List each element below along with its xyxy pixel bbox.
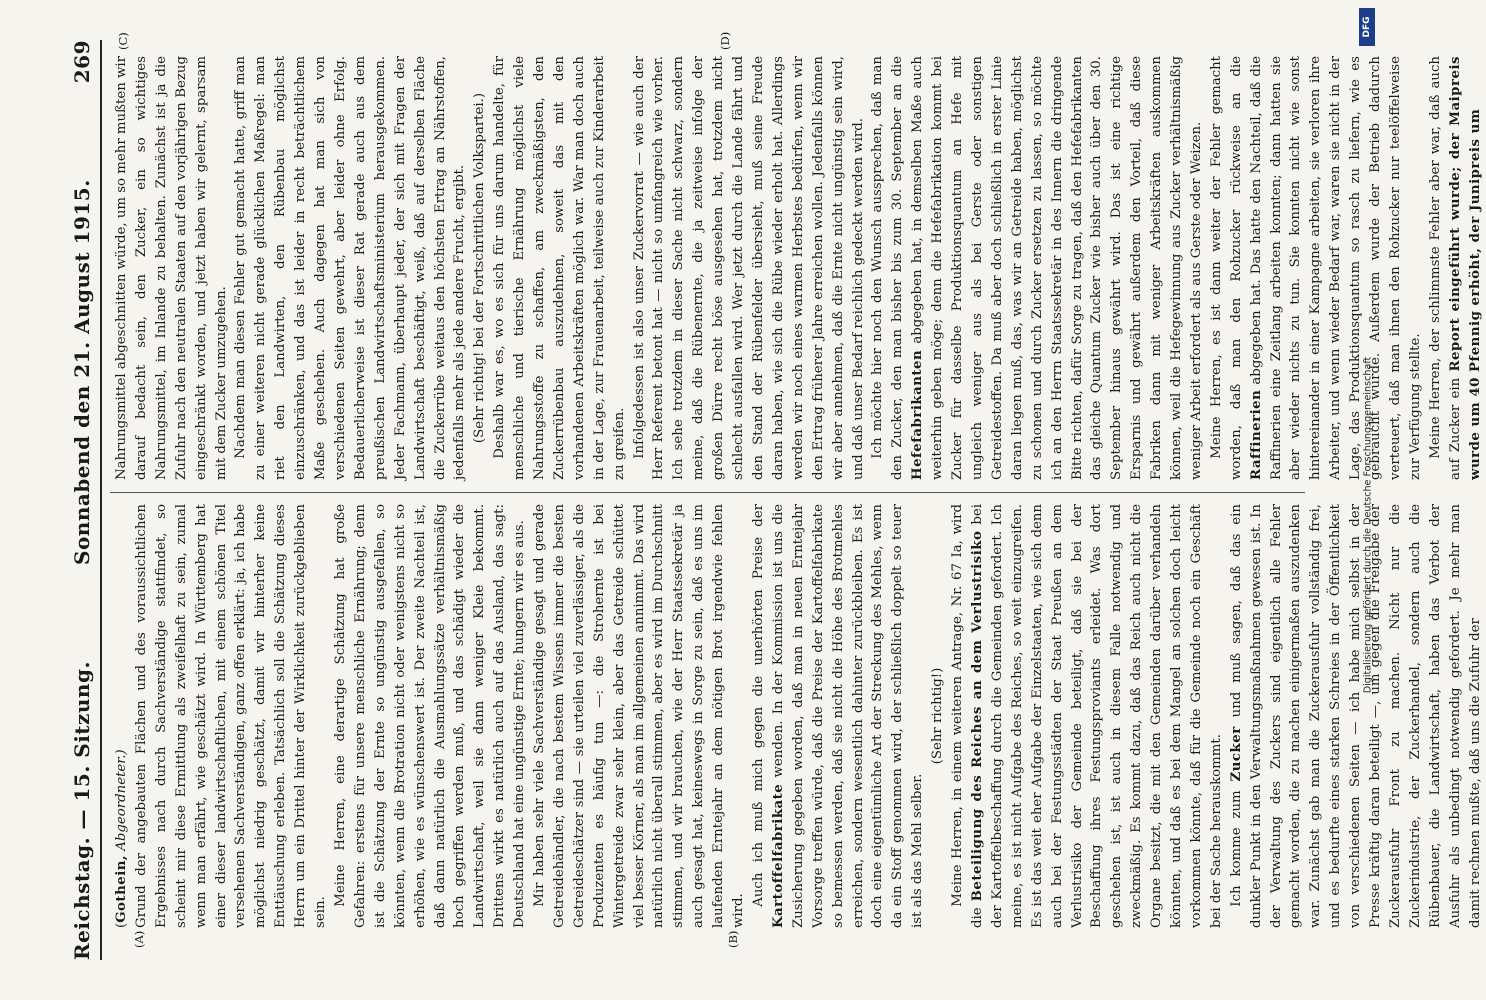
paragraph (1207, 56, 1426, 480)
bold-term: Raffinerien (1248, 389, 1264, 480)
text-run: wenden. In der Kommission ist uns die Zusicherung gegeben worden, daß man in neuen Erntejahr Vorsorge treffen würde, daß die Preise der Kartoffelfabrikate so bemessen werden, daß sie nicht die Höhe des Brotmehles erreichen, sondern wesentlich dahinter zurückbleiben. Es ist doch eine eigentümliche Art der Streckung des Mehles, wenn da ein Stoff genommen wird, der schließlich doppelt so teuer ist als das Mehl selber. (770, 504, 926, 928)
paragraph: Grund der angebauten Flächen und des voraussichtlichen Ergebnisses nach durch Sachverständige stattfindet, so scheint mir diese Ermittlung als zweifelhaft zu sein, zumal wenn man erfährt, wie geschätzt wird. In Württemberg hat einer dieser landwirtschaftlichen, mit einem schönen Titel versehenen Sachverständigen, ganz offen erklärt: ja, ich habe möglichst niedrig geschätzt, damit wir hinterher keine Enttäuschung erleben. Tatsächlich soll die Schätzung dieses Herrn um ein Drittel hinter der Wirklichkeit zurückgeblieben sein. (133, 504, 329, 928)
text-run: Auch ich muß mich gegen die unerhörten Preise der (751, 504, 766, 907)
speaker-name: Gothein, (114, 854, 129, 923)
margin-marker-c: (C) (116, 32, 130, 50)
text-run: abgegeben hat, in demselben Maße auch weiterhin geben möge; denn die Hefefabrikation kommt bei Zucker für dasselbe Produktionsquantum an Hefe mit ungleich weniger aus als bei Gerste oder sonstigen Getreidestoffen. Da muß aber doch schließlich in erster Linie daran liegen muß, das, was wir an Getreide haben, möglichst zu schonen und durch Zucker ersetzen zu lassen, so möchte ich an den Herrn Staatssekretär in des Innern die dringende Bitte richten, dafür Sorge zu tragen, daß den Hefefabrikanten das gleiche Quantum Zucker wie bisher auch über den 30. September hinaus gewährt wird. Das ist eine richtige Ersparnis und gewährt außerdem den Vorteil, daß diese Fabriken dann mit weniger Arbeitskräften auskommen können, weil die Hefegewinnung aus Zucker verhältnismäßig weniger Arbeit erfordert als aus Gerste oder Weizen. (910, 56, 1204, 480)
text-run: eingeführt wurde; der Maipreis wurde um 40 Pfennig erhöht, der Junipreis um (1447, 56, 1483, 480)
bold-term: Beteiligung des Reiches an dem Verlustrisiko (969, 530, 985, 902)
right-column (112, 55, 1483, 480)
paragraph (749, 504, 928, 928)
paragraph: Deshalb war es, wo es sich für uns darum handelte, für menschliche und tierische Ernährung möglichst viele Nahrungsstoffe zu schaffen, am zweckmäßigsten, den Zuckerrübenbau auszudehnen, soweit das mit den vorhandenen Arbeitskräften möglich war. War man doch auch in der Lage, zur Frauenarbeit, teilweise auch zur Kinderarbeit zu greifen. (492, 56, 627, 480)
text-run: Ich komme zum (1228, 790, 1244, 907)
page-header (60, 40, 94, 960)
paragraph: Nachdem man diesen Fehler gut gemacht hatte, griff man zu einer weiteren nicht gerade glücklichen Maßregel: man riet den Landwirten, den Rübenbau möglichst einzuschränken, und das ist leider in recht beträchtlichem Maße geschehen. Auch dagegen hat man sich von verschiedenen Seiten gewehrt, aber leider ohne Erfolg. Bedauerlicherweise ist dieser Rat gerade auch aus dem preußischen Landwirtschaftsministerium herausgekommen. Jeder Fachmann, überhaupt jeder, der sich mit Fragen der Landwirtschaft beschäftigt, weiß, daß auf derselben Fläche die Zuckerrübe weitaus den höchsten Ertrag an Nährstoffen, jedenfalls mehr als jede andere Frucht, ergibt. (233, 56, 468, 480)
bold-term: Kartoffelfabrikate (770, 783, 786, 928)
header-rule (100, 40, 102, 960)
margin-marker-a: (A) (132, 930, 146, 948)
speaker-role: Abgeordneter.) (114, 749, 129, 851)
text-run: Meine Herren, in einem weiteren Antrage, Nr. 67 Ia, wird die (950, 504, 985, 928)
bold-term: Report (1447, 317, 1463, 372)
paragraph (868, 56, 1206, 480)
text-run: Meine Herren, der schlimmste Fehler aber war, daß auch auf Zucker ein (1427, 56, 1463, 480)
bold-term: Hefefabrikanten (910, 349, 926, 480)
text-run: bei der Kartoffelbeschaffung durch die Gemeinden gefordert. Ich meine, es ist nicht Aufgabe des Reiches, so weit einzugreifen. Es ist das weit eher Aufgabe der Einzelstaaten, wie sich denn auch bei der Festungsstädten der Staat Preußen an dem Verlustrisiko der Gemeinde beteiligt, daß sie bei der Beschaffung ihres Festungsproviants erleidet. Was dort geschehen ist, ist auch in diesem Falle notwendig und zweckmäßig. Es kommt dazu, daß das Reich auch nicht die Organe besitzt, die mit den Gemeinden darüber verhandeln könnten, und daß es bei dem Mangel an solchen doch leicht vorkommen könnte, daß für die Gemeinde noch ein Geschäft bei der Sache herauskommt. (969, 504, 1224, 928)
dfg-logo (1359, 8, 1375, 46)
text-run: abgegeben hat. Das hatte den Nachteil, daß die Raffinerien eine Zeitlang arbeiten konnten; dann hatten sie aber wieder nichts zu tun. Sie konnten nicht wie sonst hintereinander in einer Kampagne arbeiten, sie verloren ihre Arbeiter, und wenn wieder Bedarf war, waren sie nicht in der Lage, das Produktionsquantum so rasch zu liefern, wie es gebraucht wurde. Außerdem wurde der Betrieb dadurch verteuert, daß man ihnen den Rohzucker nur teelöffelweise zur Verfügung stellte. (1248, 55, 1423, 480)
paragraph (1426, 56, 1486, 480)
digitization-note: Digitalisierung gefördert durch die Deutsche Forschungsgemeinschaft (1362, 356, 1374, 694)
paragraph (1227, 504, 1486, 928)
header-left: Reichstag. — 15. Sitzung. (70, 661, 94, 960)
interjection: (Sehr richtig!) (930, 667, 946, 765)
column-divider (110, 492, 1305, 493)
speaker-line: (Gothein, Abgeordneter.) (114, 749, 129, 928)
text-run: Meine Herren, es ist dann weiter der Fehler gemacht worden, daß man den Rohzucker rückweise an die (1208, 56, 1244, 480)
interjection: (Sehr richtig! bei der Fortschrittlichen Volkspartei.) (472, 92, 488, 444)
text-run: und muß sagen, daß das ein dunkler Punkt in den Verwaltungsmaßnahmen gewesen ist. In der Verwaltung des Zuckers sind eigentlich alle Fehler gemacht worden, die zu machen einigermaßen auszudenken war. Zunächst gab man die Zuckerausfuhr vollständig frei, und es bedurfte eines starken Schreies in der Öffentlichkeit von verschiedenen Seiten — ich habe mich selbst in der Presse kräftig daran beteiligt —, um gegen die Freigabe der Zuckerausfuhr Front zu machen. Nicht nur die Zuckerindustrie, der Zuckerhandel, sondern auch die Rübenbauer, die Landwirtschaft, haben das Verbot der Ausfuhr als unbedingt notwendig gefordert. Je mehr man damit rechnen mußte, daß uns die Zufuhr der (1228, 504, 1483, 928)
paragraph: Infolgedessen ist also unser Zuckervorrat — wie auch der Herr Referent betont hat — nicht so umfangreich wie vorher. Ich sehe trotzdem in dieser Sache nicht schwarz, sondern meine, daß die Rübenernte, die ja zeitweise infolge der großen Dürre recht böse ausgesehen hat, trotzdem nicht schlecht ausfallen wird. Wer jetzt durch die Lande fährt und den Stand der Rübenfelder übersieht, muß seine Freude daran haben, wie sich die Rübe wieder erholt hat. Allerdings werden wir noch eines warmen Herbstes bedürfen, wenn wir den Ertrag früherer Jahre erreichen wollen. Jedenfalls können wir aber annehmen, daß die Ernte nicht ungünstig sein wird, und daß unser Bedarf reichlich gedeckt werden wird. (631, 56, 866, 480)
paragraph: Nahrungsmittel abgeschnitten würde, um so mehr mußten wir darauf bedacht sein, den Zucker, ein so wichtiges Nahrungsmittel, im Inlande zu behalten. Zunächst ist ja die Zufuhr nach den neutralen Staaten auf den vorjährigen Bezug eingeschränkt worden, und jetzt haben wir gelernt, sparsam mit dem Zucker umzugehen. (114, 56, 229, 480)
text-run: Ich möchte hier noch den Wunsch aussprechen, daß man den Zucker, den man bisher bis zum 30. September an die (870, 56, 906, 480)
paragraph (948, 504, 1227, 928)
page-number: 269 (70, 40, 94, 84)
margin-marker-d: (D) (718, 31, 732, 50)
bold-term: Zucker (1228, 726, 1244, 782)
header-date: Sonnabend den 21. August 1915. (70, 179, 94, 565)
paragraph: Mir haben sehr viele Sachverständige gesagt und gerade Getreidehändler, die nach bestem Wissens immer die besten Getreideschätzer sind — sie urteilen viel zuverlässiger, als die Produzenten es häufig tun —: die Strohernte ist bei Wintergetreide zwar sehr klein, aber das Getreide schüttet viel besser Körner, als man im allgemeinen annimmt. Das wird natürlich nicht überall stimmen, aber es wird im Durchschnitt stimmen, und wir brauchen, wie der Herr Staatssekretär ja auch gesagt hat, keineswegs in Sorge zu sein, daß es uns im laufenden Erntejahr an dem nötigen Brot irgendwie fehlen wird. (532, 504, 747, 928)
dfg-logo-text: DFG (1362, 16, 1372, 38)
paragraph: Meine Herren, eine derartige Schätzung hat große Gefahren: erstens für unsere menschliche Ernährung; denn ist die Schätzung der Ernte so ungünstig ausgefallen, so könnten, wenn die Brotration nicht oder wenigstens nicht so erhöhen, wie es wünschenswert ist. Der zweite Nachteil ist, daß dann natürlich die Ausmahlungssätze verhältnismäßig hoch gegriffen werden muß, und das schädigt wieder die Landwirtschaft, weil sie dann weniger Kleie bekommt. Drittens wirkt es natürlich auch auf das Ausland, das sagt: Deutschland hat eine ungünstige Ernte; hungern wir es aus. (332, 504, 528, 928)
margin-marker-b: (B) (726, 930, 740, 948)
